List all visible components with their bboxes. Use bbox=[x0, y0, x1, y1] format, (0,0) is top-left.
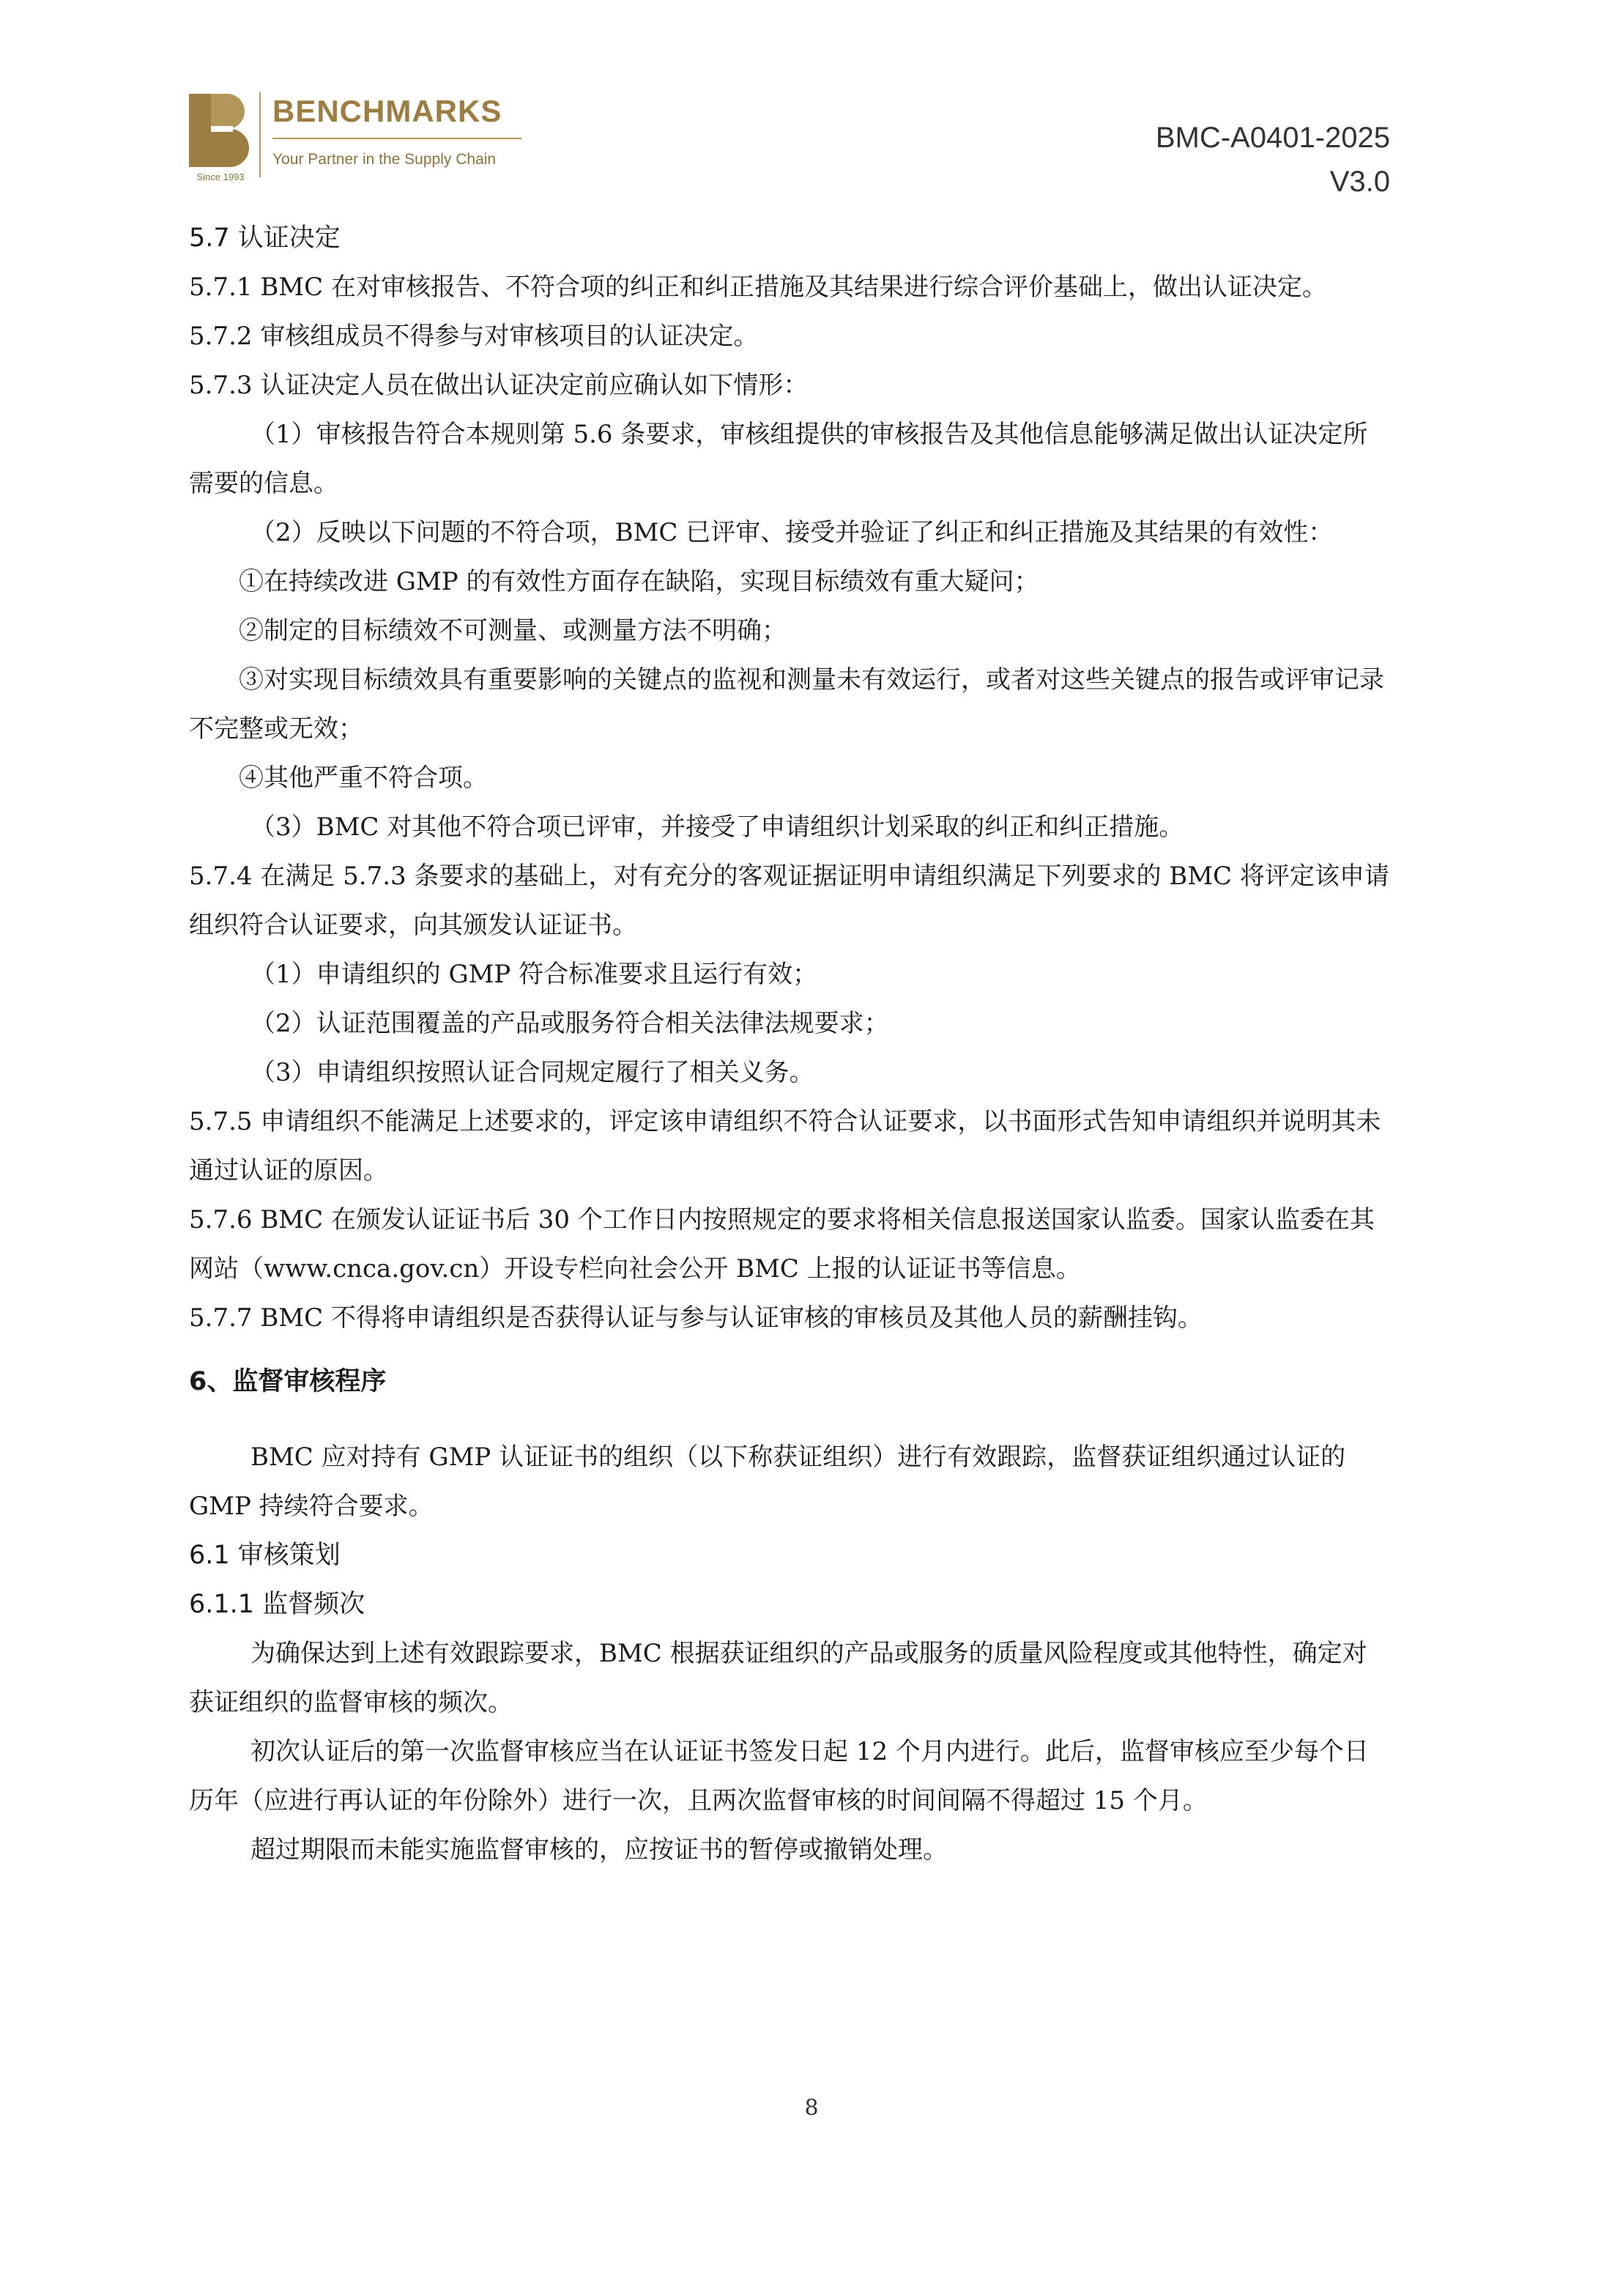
clause-5-7-6: 5.7.6 BMC 在颁发认证证书后 30 个工作日内按照规定的要求将相关信息报送国家认监委。国家认监委在其网站（www.cnca.gov.cn）开设专栏向社会公开 BMC 上报的认证证书等信息。 bbox=[189, 1205, 1375, 1284]
logo-rule bbox=[272, 138, 521, 139]
clause-5-7-3-item-2b: ②制定的目标绩效不可测量、或测量方法不明确； bbox=[239, 616, 787, 645]
section-6-1-1-heading: 6.1.1 监督频次 bbox=[189, 1590, 365, 1619]
document-code: BMC-A0401-2025 bbox=[1155, 122, 1390, 154]
section-6-1-1-para-1: 为确保达到上述有效跟踪要求，BMC 根据获证组织的产品或服务的质量风险程度或其他特性，确定对获证组织的监督审核的频次。 bbox=[189, 1639, 1367, 1717]
clause-5-7-3-item-1: （1）审核报告符合本规则第 5.6 条要求，审核组提供的审核报告及其他信息能够满足做出认证决定所需要的信息。 bbox=[189, 420, 1368, 498]
clause-5-7-4: 5.7.4 在满足 5.7.3 条要求的基础上，对有充分的客观证据证明申请组织满足下列要求的 BMC 将评定该申请组织符合认证要求，向其颁发认证证书。 bbox=[189, 862, 1389, 940]
clause-5-7-3-item-2d: ④其他严重不符合项。 bbox=[239, 763, 488, 793]
document-code-block bbox=[1156, 116, 1390, 204]
clause-5-7-7: 5.7.7 BMC 不得将申请组织是否获得认证与参与认证审核的审核员及其他人员的薪酬挂钩。 bbox=[189, 1303, 1203, 1333]
page-number: 8 bbox=[804, 2095, 819, 2121]
clause-5-7-3-item-2a: ①在持续改进 GMP 的有效性方面存在缺陷，实现目标绩效有重大疑问； bbox=[239, 567, 1039, 596]
clause-5-7-4-item-1: （1）申请组织的 GMP 符合标准要求且运行有效； bbox=[250, 960, 818, 989]
section-6-heading: 6、监督审核程序 bbox=[189, 1367, 387, 1396]
logo-name: BENCHMARKS bbox=[272, 94, 502, 128]
clause-5-7-1: 5.7.1 BMC 在对审核报告、不符合项的纠正和纠正措施及其结果进行综合评价基础上，做出认证决定。 bbox=[189, 273, 1327, 302]
clause-5-7-4-item-3: （3）申请组织按照认证合同规定履行了相关义务。 bbox=[250, 1058, 814, 1087]
section-6-1-1-para-2: 初次认证后的第一次监督审核应当在认证证书签发日起 12 个月内进行。此后，监督审核应至少每个日历年（应进行再认证的年份除外）进行一次，且两次监督审核的时间间隔不得超过 15 个月。 bbox=[189, 1737, 1369, 1815]
section-6-intro: BMC 应对持有 GMP 认证证书的组织（以下称获证组织）进行有效跟踪，监督获证组织通过认证的 GMP 持续符合要求。 bbox=[189, 1443, 1346, 1521]
document-version: V3.0 bbox=[1329, 166, 1390, 198]
clause-5-7-4-item-2: （2）认证范围覆盖的产品或服务符合相关法律法规要求； bbox=[250, 1009, 889, 1038]
clause-5-7-2: 5.7.2 审核组成员不得参与对审核项目的认证决定。 bbox=[189, 322, 759, 351]
clause-5-7-3-item-2: （2）反映以下问题的不符合项，BMC 已评审、接受并验证了纠正和纠正措施及其结果的有效性： bbox=[250, 518, 1334, 547]
logo-since: Since 1993 bbox=[196, 171, 245, 182]
section-5-7-heading: 5.7 认证决定 bbox=[189, 223, 341, 253]
page-header bbox=[0, 0, 1623, 205]
document-body bbox=[189, 214, 1392, 1875]
clause-5-7-3-item-2c: ③对实现目标绩效具有重要影响的关键点的监视和测量未有效运行，或者对这些关键点的报告或评审记录不完整或无效； bbox=[189, 665, 1384, 744]
section-6-1-heading: 6.1 审核策划 bbox=[189, 1541, 341, 1570]
section-6-1-1-para-3: 超过期限而未能实施监督审核的，应按证书的暂停或撤销处理。 bbox=[250, 1835, 948, 1864]
clause-5-7-3-item-3: （3）BMC 对其他不符合项已评审，并接受了申请组织计划采取的纠正和纠正措施。 bbox=[250, 812, 1184, 842]
logo-tagline: Your Partner in the Supply Chain bbox=[272, 151, 497, 168]
benchmarks-logo bbox=[189, 89, 526, 185]
clause-5-7-3: 5.7.3 认证决定人员在做出认证决定前应确认如下情形： bbox=[189, 371, 809, 400]
logo-divider bbox=[259, 92, 261, 177]
benchmarks-logo-icon bbox=[189, 94, 249, 167]
clause-5-7-5: 5.7.5 申请组织不能满足上述要求的，评定该申请组织不符合认证要求，以书面形式告知申请组织并说明其未通过认证的原因。 bbox=[189, 1107, 1381, 1185]
